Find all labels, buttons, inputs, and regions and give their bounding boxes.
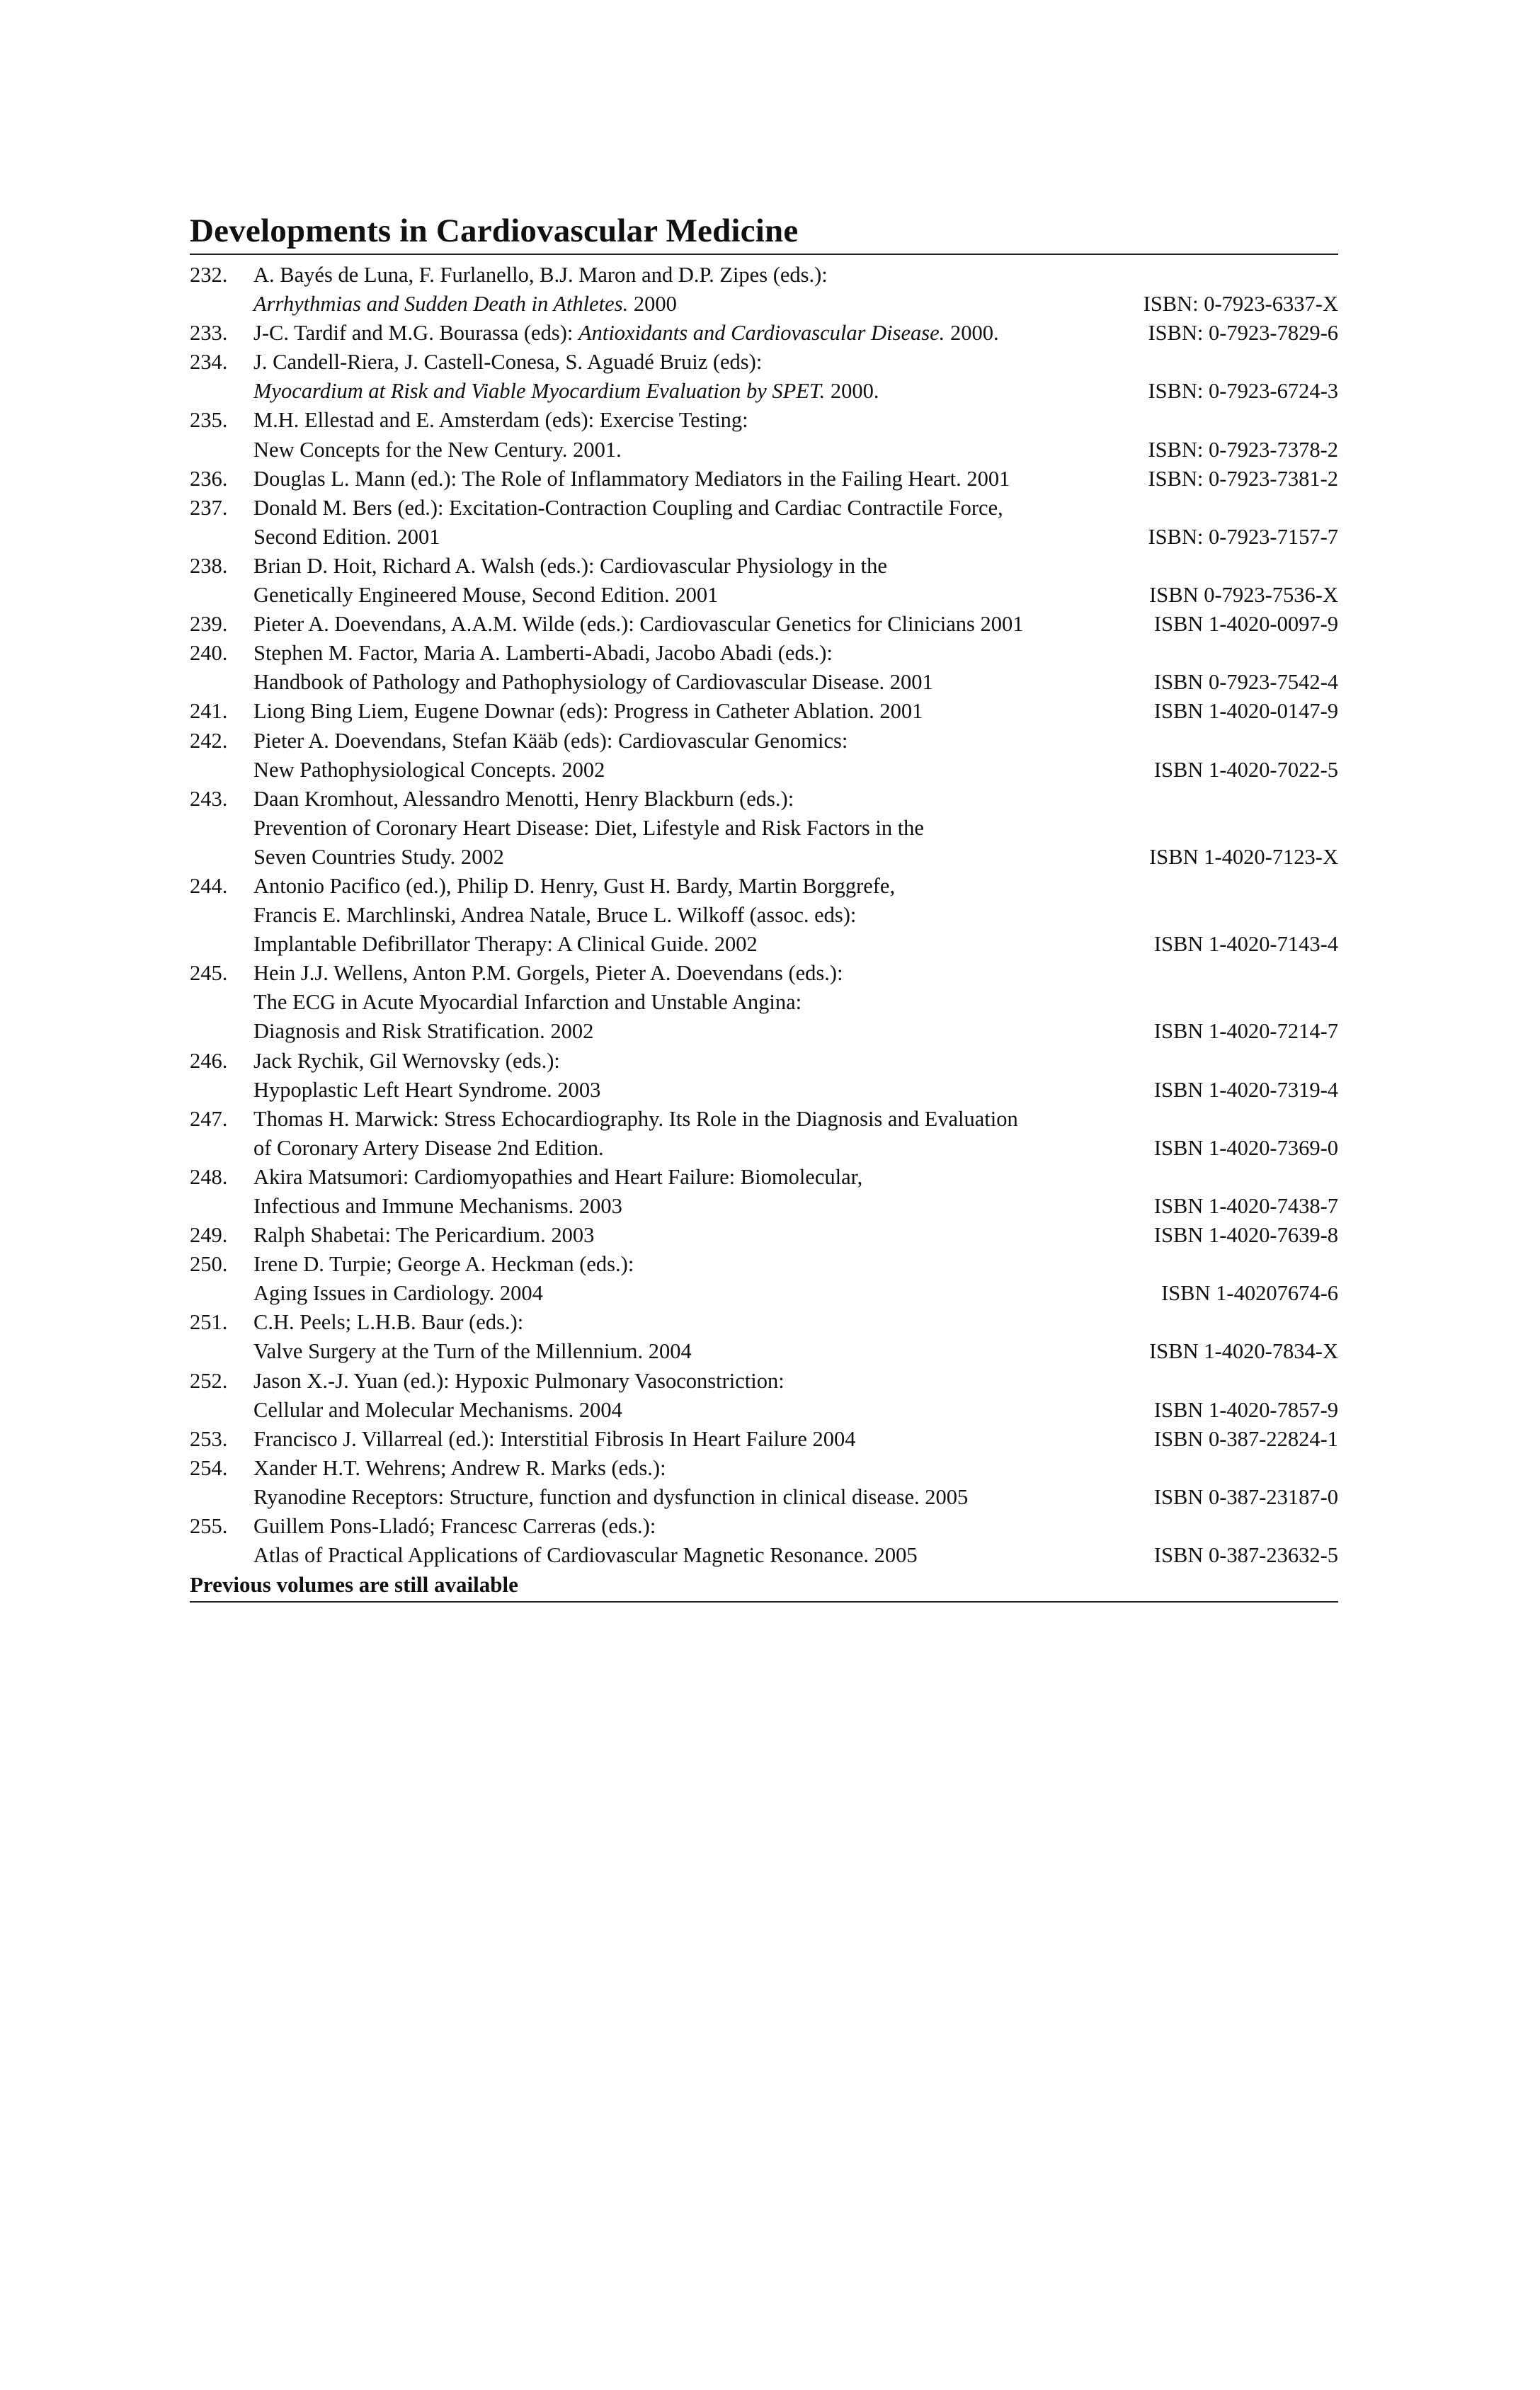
list-item bbox=[190, 465, 1338, 494]
volume-number: 254. bbox=[190, 1455, 228, 1480]
footer-note: Previous volumes are still available bbox=[190, 1572, 518, 1598]
isbn-number: ISBN 1-4020-7857-9 bbox=[1153, 1397, 1338, 1422]
isbn-number: ISBN 0-387-23187-0 bbox=[1153, 1484, 1338, 1509]
entry-line bbox=[253, 1308, 1338, 1337]
entry-line bbox=[253, 494, 1338, 523]
entry-text: J. Candell-Riera, J. Castell-Conesa, S. Aguadé Bruiz (eds): bbox=[253, 350, 763, 375]
volume-number: 238. bbox=[190, 553, 228, 578]
list-item bbox=[190, 1425, 1338, 1454]
entry-text: Valve Surgery at the Turn of the Millennium. 2004 bbox=[253, 1339, 692, 1364]
entry-text: Francisco J. Villarreal (ed.): Interstitial Fibrosis In Heart Failure 2004 bbox=[253, 1426, 856, 1451]
entry-line bbox=[253, 290, 1338, 319]
entry-text: Jack Rychik, Gil Wernovsky (eds.): bbox=[253, 1048, 560, 1073]
list-item bbox=[190, 1105, 1338, 1163]
volume-number: 253. bbox=[190, 1426, 228, 1451]
entry-text: Antonio Pacifico (ed.), Philip D. Henry, Gust H. Bardy, Martin Borggrefe, bbox=[253, 873, 896, 898]
entry-line bbox=[253, 552, 1338, 581]
entry-lines bbox=[253, 1221, 1338, 1250]
entry-lines bbox=[253, 494, 1338, 552]
top-rule bbox=[190, 254, 1338, 255]
entry-text: Stephen M. Factor, Maria A. Lamberti-Abadi, Jacobo Abadi (eds.): bbox=[253, 641, 833, 666]
isbn-number: ISBN 1-4020-7834-X bbox=[1149, 1339, 1338, 1364]
volume-number: 239. bbox=[190, 612, 228, 637]
isbn-number: ISBN 0-387-22824-1 bbox=[1153, 1426, 1338, 1451]
entry-text: Guillem Pons-Lladó; Francesc Carreras (eds.): bbox=[253, 1514, 656, 1539]
entry-text: Implantable Defibrillator Therapy: A Clinical Guide. 2002 bbox=[253, 932, 758, 957]
volume-number: 245. bbox=[190, 961, 228, 986]
volume-number: 236. bbox=[190, 466, 228, 491]
isbn-number: ISBN 1-4020-0097-9 bbox=[1153, 612, 1338, 637]
entry-lines bbox=[253, 1308, 1338, 1366]
entry-text: New Concepts for the New Century. 2001. bbox=[253, 437, 622, 462]
list-item bbox=[190, 406, 1338, 464]
list-item bbox=[190, 959, 1338, 1046]
entry-lines bbox=[253, 406, 1338, 464]
year-text: 2000. bbox=[945, 321, 999, 346]
bottom-rule bbox=[190, 1601, 1338, 1603]
entry-text: Diagnosis and Risk Stratification. 2002 bbox=[253, 1019, 594, 1044]
entry-line bbox=[253, 930, 1338, 959]
entry-text: Second Edition. 2001 bbox=[253, 524, 440, 549]
entry-text: Donald M. Bers (ed.): Excitation-Contraction Coupling and Cardiac Contractile Force, bbox=[253, 495, 1003, 520]
entry-text: Prevention of Coronary Heart Disease: Diet, Lifestyle and Risk Factors in the bbox=[253, 815, 924, 840]
isbn-number: ISBN 1-4020-7639-8 bbox=[1153, 1223, 1338, 1248]
entry-line bbox=[253, 814, 1338, 843]
isbn-number: ISBN 1-4020-7319-4 bbox=[1153, 1077, 1338, 1102]
isbn-number: ISBN: 0-7923-7829-6 bbox=[1148, 321, 1338, 346]
entry-text: Hypoplastic Left Heart Syndrome. 2003 bbox=[253, 1077, 601, 1102]
volume-number: 246. bbox=[190, 1048, 228, 1073]
entry-text: Ralph Shabetai: The Pericardium. 2003 bbox=[253, 1223, 595, 1248]
volume-number: 242. bbox=[190, 728, 228, 753]
italic-title-text: Myocardium at Risk and Viable Myocardium Evaluation by SPET. bbox=[253, 379, 826, 404]
isbn-number: ISBN 1-4020-7214-7 bbox=[1153, 1019, 1338, 1044]
isbn-number: ISBN 0-7923-7542-4 bbox=[1153, 670, 1338, 695]
entry-lines bbox=[253, 319, 1338, 348]
entry-line bbox=[253, 785, 1338, 814]
entry-text: A. Bayés de Luna, F. Furlanello, B.J. Maron and D.P. Zipes (eds.): bbox=[253, 263, 828, 287]
entry-line bbox=[253, 436, 1338, 465]
entry-lines bbox=[253, 959, 1338, 1046]
entry-lines bbox=[253, 727, 1338, 785]
book-series-page bbox=[190, 210, 1338, 1603]
entry-text: Infectious and Immune Mechanisms. 2003 bbox=[253, 1194, 622, 1218]
entry-line bbox=[253, 1279, 1338, 1308]
entry-text: Jason X.-J. Yuan (ed.): Hypoxic Pulmonary Vasoconstriction: bbox=[253, 1368, 785, 1393]
entry-text: Pieter A. Doevendans, Stefan Kääb (eds): Cardiovascular Genomics: bbox=[253, 728, 848, 753]
entry-text: C.H. Peels; L.H.B. Baur (eds.): bbox=[253, 1310, 524, 1335]
entry-lines bbox=[253, 552, 1338, 610]
list-item bbox=[190, 1367, 1338, 1425]
list-item bbox=[190, 1163, 1338, 1221]
italic-title-text: Arrhythmias and Sudden Death in Athletes. bbox=[253, 292, 629, 317]
list-item bbox=[190, 261, 1338, 319]
volume-number: 243. bbox=[190, 786, 228, 811]
list-item bbox=[190, 1250, 1338, 1308]
volume-number: 234. bbox=[190, 350, 228, 375]
isbn-number: ISBN 1-4020-0147-9 bbox=[1153, 699, 1338, 724]
entry-lines bbox=[253, 872, 1338, 959]
italic-title-text: Antioxidants and Cardiovascular Disease. bbox=[578, 321, 945, 346]
entry-line bbox=[253, 319, 1338, 348]
entry-line bbox=[253, 610, 1338, 639]
list-item bbox=[190, 1512, 1338, 1570]
entry-line bbox=[253, 465, 1338, 494]
entry-text: J-C. Tardif and M.G. Bourassa (eds): bbox=[253, 321, 578, 346]
isbn-number: ISBN 1-4020-7123-X bbox=[1149, 844, 1338, 869]
entry-line bbox=[253, 1541, 1338, 1570]
list-item bbox=[190, 494, 1338, 552]
entry-line bbox=[253, 406, 1338, 435]
year-text: 2000. bbox=[825, 379, 879, 404]
isbn-number: ISBN: 0-7923-7157-7 bbox=[1148, 524, 1338, 549]
list-item bbox=[190, 610, 1338, 639]
entry-text: Xander H.T. Wehrens; Andrew R. Marks (eds.): bbox=[253, 1455, 666, 1480]
entry-line bbox=[253, 872, 1338, 901]
entry-line bbox=[253, 1396, 1338, 1425]
entry-text: Daan Kromhout, Alessandro Menotti, Henry Blackburn (eds.): bbox=[253, 786, 794, 811]
volume-number: 244. bbox=[190, 873, 228, 898]
entry-lines bbox=[253, 610, 1338, 639]
isbn-number: ISBN 1-4020-7143-4 bbox=[1153, 932, 1338, 957]
entry-text: Handbook of Pathology and Pathophysiology of Cardiovascular Disease. 2001 bbox=[253, 670, 933, 695]
entry-lines bbox=[253, 465, 1338, 494]
list-item bbox=[190, 1221, 1338, 1250]
entry-text: Aging Issues in Cardiology. 2004 bbox=[253, 1281, 543, 1306]
entry-lines bbox=[253, 1512, 1338, 1570]
entry-line bbox=[253, 1076, 1338, 1105]
entry-lines bbox=[253, 261, 1338, 319]
isbn-number: ISBN 1-4020-7438-7 bbox=[1153, 1194, 1338, 1218]
volume-number: 251. bbox=[190, 1310, 228, 1335]
entry-line bbox=[253, 1134, 1338, 1163]
entry-text: Ryanodine Receptors: Structure, function and dysfunction in clinical disease. 2005 bbox=[253, 1484, 969, 1509]
isbn-number: ISBN: 0-7923-7378-2 bbox=[1148, 437, 1338, 462]
entry-line bbox=[253, 1221, 1338, 1250]
entry-text: Hein J.J. Wellens, Anton P.M. Gorgels, Pieter A. Doevendans (eds.): bbox=[253, 961, 843, 986]
isbn-number: ISBN 1-4020-7022-5 bbox=[1153, 757, 1338, 782]
volume-number: 249. bbox=[190, 1223, 228, 1248]
entry-lines bbox=[253, 348, 1338, 406]
entry-line bbox=[253, 581, 1338, 610]
volume-list bbox=[190, 261, 1338, 1570]
entry-text: New Pathophysiological Concepts. 2002 bbox=[253, 757, 605, 782]
year-text: 2000 bbox=[628, 292, 677, 317]
entry-lines bbox=[253, 1105, 1338, 1163]
entry-text: Genetically Engineered Mouse, Second Edition. 2001 bbox=[253, 583, 719, 608]
volume-number: 233. bbox=[190, 321, 228, 346]
entry-line bbox=[253, 639, 1338, 668]
volume-number: 232. bbox=[190, 263, 228, 287]
entry-lines bbox=[253, 1163, 1338, 1221]
volume-number: 241. bbox=[190, 699, 228, 724]
list-item bbox=[190, 552, 1338, 610]
isbn-number: ISBN 1-40207674-6 bbox=[1161, 1281, 1338, 1306]
series-title: Developments in Cardiovascular Medicine bbox=[190, 212, 799, 249]
entry-lines bbox=[253, 1454, 1338, 1512]
volume-number: 235. bbox=[190, 408, 228, 433]
isbn-number: ISBN 1-4020-7369-0 bbox=[1153, 1135, 1338, 1160]
entry-line bbox=[253, 1047, 1338, 1076]
entry-line bbox=[253, 348, 1338, 377]
volume-number: 255. bbox=[190, 1514, 228, 1539]
entry-text: Irene D. Turpie; George A. Heckman (eds.): bbox=[253, 1252, 634, 1277]
entry-text: of Coronary Artery Disease 2nd Edition. bbox=[253, 1135, 604, 1160]
entry-line bbox=[253, 901, 1338, 930]
entry-line bbox=[253, 727, 1338, 756]
entry-line bbox=[253, 1163, 1338, 1192]
isbn-number: ISBN 0-387-23632-5 bbox=[1153, 1543, 1338, 1568]
entry-text: Akira Matsumori: Cardiomyopathies and Heart Failure: Biomolecular, bbox=[253, 1164, 863, 1189]
entry-text: The ECG in Acute Myocardial Infarction and Unstable Angina: bbox=[253, 990, 802, 1015]
list-item bbox=[190, 1308, 1338, 1366]
list-item bbox=[190, 785, 1338, 872]
entry-text: Brian D. Hoit, Richard A. Walsh (eds.): Cardiovascular Physiology in the bbox=[253, 553, 887, 578]
entry-text: Cellular and Molecular Mechanisms. 2004 bbox=[253, 1397, 622, 1422]
list-item bbox=[190, 348, 1338, 406]
entry-line bbox=[253, 377, 1338, 406]
list-item bbox=[190, 639, 1338, 697]
volume-number: 252. bbox=[190, 1368, 228, 1393]
entry-lines bbox=[253, 1047, 1338, 1105]
entry-line bbox=[253, 959, 1338, 988]
entry-line bbox=[253, 988, 1338, 1017]
entry-text: Pieter A. Doevendans, A.A.M. Wilde (eds.): Cardiovascular Genetics for Clinicians 2001 bbox=[253, 612, 1024, 637]
entry-line bbox=[253, 668, 1338, 697]
list-item bbox=[190, 872, 1338, 959]
entry-line bbox=[253, 1192, 1338, 1221]
entry-lines bbox=[253, 1250, 1338, 1308]
entry-line bbox=[253, 1337, 1338, 1366]
volume-number: 237. bbox=[190, 495, 228, 520]
entry-line bbox=[253, 1425, 1338, 1454]
entry-lines bbox=[253, 1367, 1338, 1425]
entry-text: M.H. Ellestad and E. Amsterdam (eds): Exercise Testing: bbox=[253, 408, 748, 433]
entry-text: Atlas of Practical Applications of Cardiovascular Magnetic Resonance. 2005 bbox=[253, 1543, 918, 1568]
entry-text: Liong Bing Liem, Eugene Downar (eds): Progress in Catheter Ablation. 2001 bbox=[253, 699, 923, 724]
entry-line bbox=[253, 843, 1338, 872]
entry-text: Thomas H. Marwick: Stress Echocardiography. Its Role in the Diagnosis and Evaluation bbox=[253, 1106, 1018, 1131]
isbn-number: ISBN: 0-7923-6337-X bbox=[1143, 292, 1338, 317]
isbn-number: ISBN: 0-7923-7381-2 bbox=[1148, 466, 1338, 491]
entry-lines bbox=[253, 785, 1338, 872]
entry-line bbox=[253, 1367, 1338, 1396]
isbn-number: ISBN: 0-7923-6724-3 bbox=[1148, 379, 1338, 404]
list-item bbox=[190, 697, 1338, 726]
list-item bbox=[190, 727, 1338, 785]
entry-lines bbox=[253, 1425, 1338, 1454]
entry-line bbox=[253, 1512, 1338, 1541]
isbn-number: ISBN 0-7923-7536-X bbox=[1149, 583, 1338, 608]
entry-line bbox=[253, 1105, 1338, 1134]
entry-line bbox=[253, 1483, 1338, 1512]
entry-text: Seven Countries Study. 2002 bbox=[253, 844, 504, 869]
entry-text: Douglas L. Mann (ed.): The Role of Inflammatory Mediators in the Failing Heart. 2001 bbox=[253, 466, 1010, 491]
entry-line bbox=[253, 1250, 1338, 1279]
entry-line bbox=[253, 1017, 1338, 1046]
volume-number: 248. bbox=[190, 1164, 228, 1189]
entry-line bbox=[253, 261, 1338, 290]
list-item bbox=[190, 1047, 1338, 1105]
entry-text: Francis E. Marchlinski, Andrea Natale, Bruce L. Wilkoff (assoc. eds): bbox=[253, 903, 857, 928]
entry-lines bbox=[253, 639, 1338, 697]
list-item bbox=[190, 319, 1338, 348]
entry-line bbox=[253, 697, 1338, 726]
volume-number: 240. bbox=[190, 641, 228, 666]
entry-line bbox=[253, 523, 1338, 552]
entry-lines bbox=[253, 697, 1338, 726]
volume-number: 247. bbox=[190, 1106, 228, 1131]
volume-number: 250. bbox=[190, 1252, 228, 1277]
entry-line bbox=[253, 756, 1338, 785]
list-item bbox=[190, 1454, 1338, 1512]
entry-line bbox=[253, 1454, 1338, 1483]
